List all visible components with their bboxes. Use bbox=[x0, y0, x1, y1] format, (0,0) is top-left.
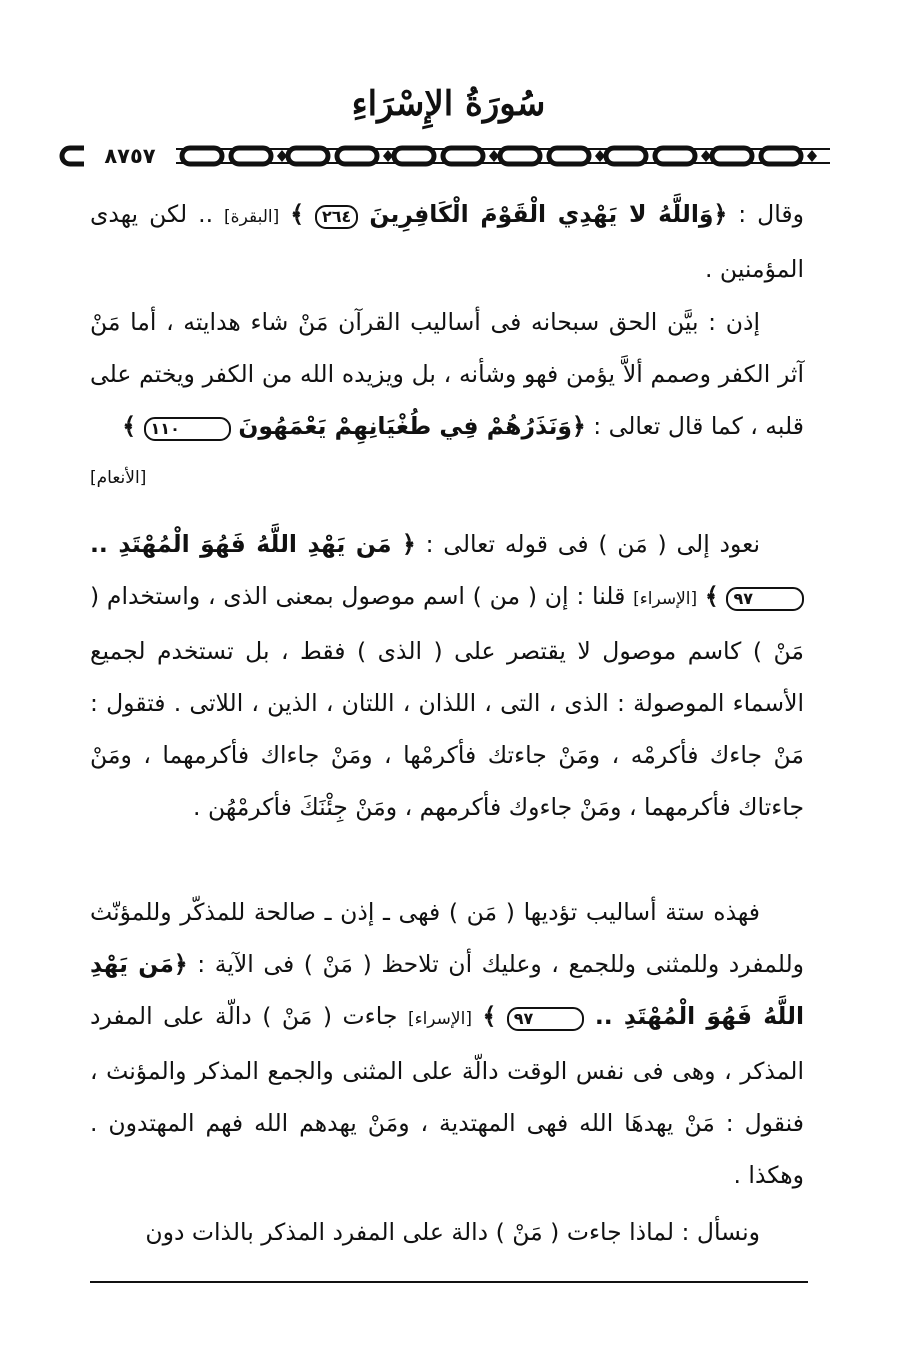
surah-reference: [الأنعام] bbox=[90, 468, 147, 488]
paragraph-3-text: نعود إلى ( مَن ) فى قوله تعالى : bbox=[415, 530, 760, 558]
quran-verse: ﴿وَنَذَرُهُمْ فِي طُغْيَانِهِمْ يَعْمَهُونَ bbox=[238, 412, 586, 440]
paragraph-5-text: ونسأل : لماذا جاءت ( مَنْ ) دالة على المفرد المذكر بالذات دون bbox=[145, 1218, 760, 1246]
verse-bracket: ﴾ bbox=[482, 1002, 497, 1030]
page-number: ٨٧٥٧ bbox=[84, 144, 176, 168]
verse-number-badge: ٩٧ bbox=[726, 587, 804, 611]
paragraph-3 bbox=[90, 518, 804, 833]
paragraph-1-tail: .. لكن يهدى المؤمنين . bbox=[90, 200, 804, 283]
verse-bracket: ﴾ bbox=[704, 582, 719, 610]
paragraph-2-text: إذن : بيَّن الحق سبحانه فى أساليب القرآن مَنْ شاء هدايته ، أما مَنْ آثر الكفر وصمم ألاَّ يؤمن فهو وشأنه ، بل ويزيده الله من الكفر ويختم على قلبه ، كما قال تعالى : bbox=[90, 308, 804, 440]
verse-number-badge: ٩٧ bbox=[507, 1007, 585, 1031]
surah-reference: [البقرة] bbox=[224, 207, 280, 227]
surah-reference: [الإسراء] bbox=[633, 589, 698, 609]
surah-title: سُورَةُ الإِسْرَاءِ bbox=[351, 84, 546, 124]
paragraph-4-text: فهذه ستة أساليب تؤديها ( مَن ) فهى ـ إذن ـ صالحة للمذكّر وللمؤنّث وللمفرد وللمثنى وللجمع ، وعليك أن تلاحظ ( مَنْ ) فى الآية : bbox=[90, 898, 804, 978]
quran-verse: ﴿وَاللَّهُ لا يَهْدِي الْقَوْمَ الْكَافِرِينَ bbox=[369, 200, 728, 228]
quran-verse: ﴿ مَن يَهْدِ اللَّهُ فَهُوَ الْمُهْتَدِ .. bbox=[90, 530, 416, 558]
paragraph-1 bbox=[90, 188, 804, 295]
paragraph-3-tail: قلنا : إن ( من ) اسم موصول بمعنى الذى ، واستخدام ( مَنْ ) كاسم موصول لا يقتصر على ( الذى ) فقط ، بل تستخدم لجميع الأسماء الموصولة : الذى ، التى ، اللذان ، اللتان ، الذين ، اللاتى . فتقول : مَنْ جاءك فأكرمْه ، ومَنْ جاءتك فأكرمْها ، ومَنْ جاءاك فأكرمهما ، ومَنْ جاءتاك فأكرمهما ، ومَنْ جاءوك فأكرمهم ، ومَنْ جِئْنَكَ فأكرمْهُن . bbox=[90, 582, 804, 821]
paragraph-4 bbox=[90, 886, 804, 1201]
verse-bracket: ﴾ bbox=[122, 412, 137, 440]
verse-number-badge: ١١٠ bbox=[144, 417, 231, 441]
paragraph-4-tail: جاءت ( مَنْ ) دالّة على المفرد المذكر ، وهى فى نفس الوقت دالّة على المثنى والجمع المذكر والمؤنث ، فنقول : مَنْ يهدهَا الله فهى المهتدية ، ومَنْ يهدهم الله فهم المهتدون . وهكذا . bbox=[90, 1002, 804, 1189]
verse-bracket: ﴾ bbox=[290, 200, 305, 228]
surah-reference: [الإسراء] bbox=[407, 1009, 472, 1029]
quran-verse: ﴿مَن يَهْدِ اللَّهُ فَهُوَ الْمُهْتَدِ .. bbox=[90, 950, 804, 1030]
verse-number-badge: ٢٦٤ bbox=[315, 205, 358, 229]
bottom-rule bbox=[90, 1281, 808, 1283]
paragraph-1-text: وقال : bbox=[727, 200, 804, 228]
paragraph-5 bbox=[90, 1206, 804, 1258]
paragraph-2 bbox=[90, 296, 804, 504]
